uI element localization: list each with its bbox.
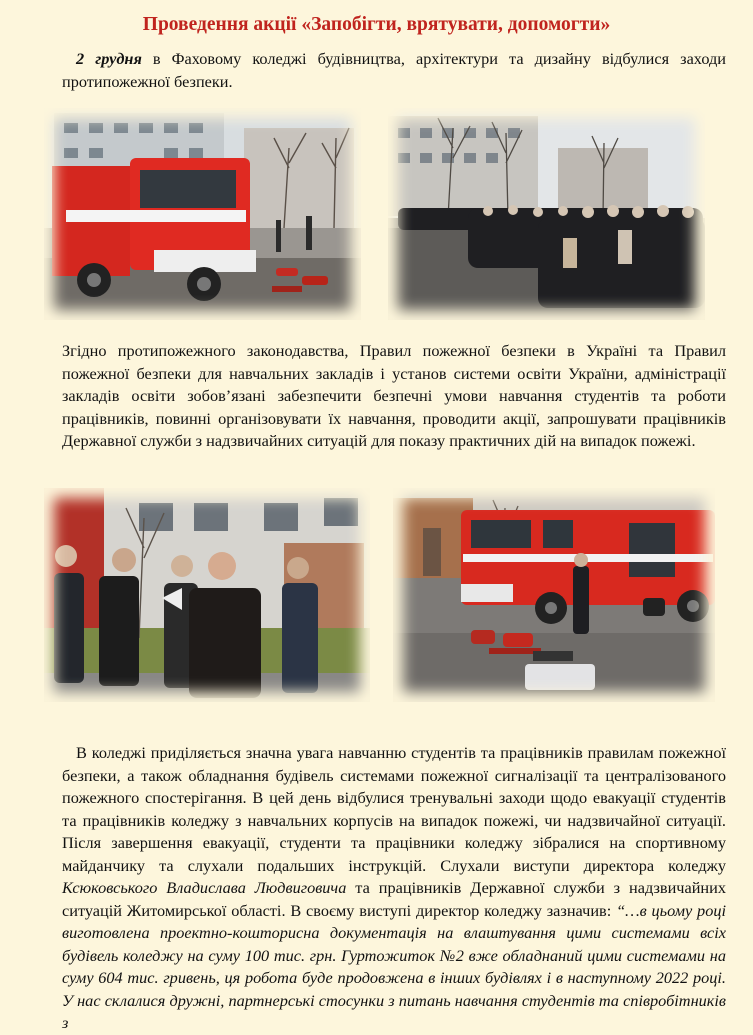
photo-fire-truck: [44, 108, 361, 320]
page-title: Проведення акції «Запобігти, врятувати, допомогти»: [142, 14, 611, 35]
photo-director-speech: [44, 488, 370, 702]
intro-date: 2 грудня: [76, 49, 142, 68]
intro-text: в Фаховому коледжі будівництва, архітектури та дизайну відбулися заходи протипожежної безпеки.: [62, 49, 726, 91]
director-name: Ксюковського Владислава Людвиговича: [62, 878, 347, 897]
evacuation-text-part1: В коледжі приділяється значна увага навчанню студентів та працівників правилам пожежної безпеки, а також обладнання будівель системами пожежної сигналізації та централізованого пожежного спостерігання. В цей день відбулися тренувальні заходи щодо евакуації студентів та працівників коледжу з навчальних корпусів на випадок пожежі, чи надзвичайної ситуації. Після завершення евакуації, студенти та працівники коледжу зібралися на спортивному майданчику та слухали подальших інструкцій. Слухали виступи директора коледжу: [62, 743, 726, 875]
evacuation-text-part2: та працівників Державної служби з надзвичайних ситуацій Житомирської області. В своєму виступі директор коледжу зазначив:: [62, 878, 726, 920]
evacuation-paragraph: [62, 742, 726, 1035]
photo-students-crowd: [388, 108, 705, 320]
legislation-paragraph: Згідно протипожежного законодавства, Правил пожежної безпеки в Україні та Правил пожежної безпеки для навчальних закладів і установ системи освіти України, адміністрації закладів освіти зобов’язані забезпечити безпечні умови навчання студентів та роботи працівників, повинні організовувати їх навчання, проводити акції, запрошувати працівників Державної служби з надзвичайних ситуацій для показу практичних дій на випадок пожежі.: [62, 341, 726, 450]
photo-fire-equipment: [393, 488, 715, 702]
director-quote: “…в цьому році виготовлена проектно-кошторисна документація на влаштування цими системами всіх будівель коледжу на суму 100 тис. грн. Гуртожиток №2 вже обладнаний цими системами на суму 604 тис. гривень, ця робота буде продовжена в інших будівлях і в наступному 2022 році. У нас склалися дружні, партнерські стосунки з питань навчання студентів та співробітників з: [62, 900, 727, 1032]
intro-paragraph: [62, 48, 726, 93]
